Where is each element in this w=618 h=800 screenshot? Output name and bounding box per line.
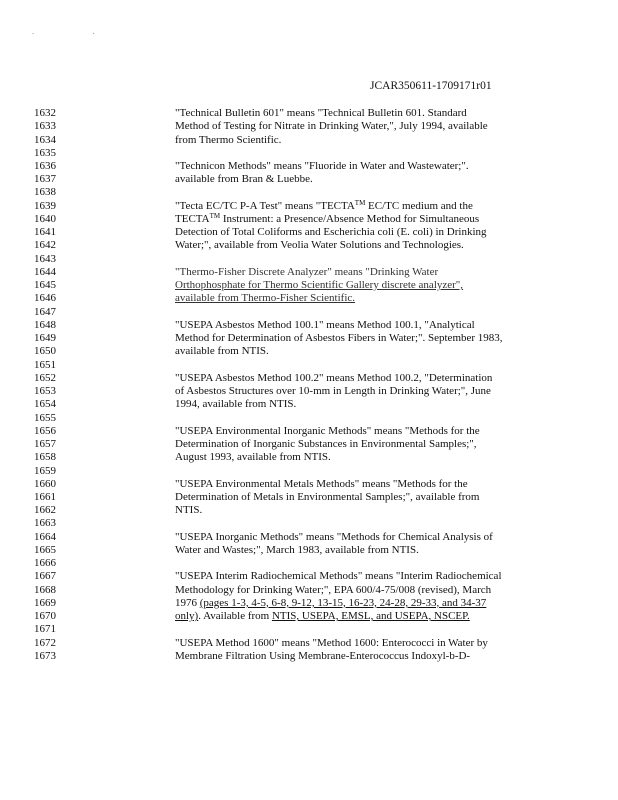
line-number: 1657 xyxy=(34,438,56,450)
document-line xyxy=(0,504,618,516)
document-line xyxy=(0,637,618,649)
line-text: Water;", available from Veolia Water Solutions and Technologies. xyxy=(175,239,464,252)
line-number: 1645 xyxy=(34,279,56,292)
line-text: "USEPA Asbestos Method 100.2" means Method 100.2, "Determination xyxy=(175,371,493,384)
line-number: 1635 xyxy=(34,146,56,159)
line-text: "Tecta EC/TC P-A Test" means "TECTA™ EC/TC medium and the xyxy=(175,198,473,212)
line-number: 1650 xyxy=(34,345,56,358)
line-text: Method for Determination of Asbestos Fibers in Water;". September 1983, xyxy=(175,332,503,345)
line-text: Detection of Total Coliforms and Escherichia coli (E. coli) in Drinking xyxy=(175,226,487,239)
document-line xyxy=(0,226,618,238)
line-number: 1673 xyxy=(34,649,56,662)
line-number: 1671 xyxy=(34,623,56,636)
line-text: "USEPA Environmental Inorganic Methods" means "Methods for the xyxy=(175,424,480,437)
document-line xyxy=(0,570,618,582)
line-text: available from Bran & Luebbe. xyxy=(175,173,313,186)
document-line xyxy=(0,319,618,331)
line-number: 1649 xyxy=(34,332,56,345)
line-number: 1655 xyxy=(34,411,56,424)
document-line xyxy=(0,412,618,424)
line-number: 1641 xyxy=(34,226,56,239)
document-line xyxy=(0,160,618,172)
document-line xyxy=(0,213,618,225)
document-line xyxy=(0,332,618,344)
line-number: 1639 xyxy=(34,199,56,212)
document-line xyxy=(0,398,618,410)
line-text: Determination of Metals in Environmental Samples;", available from xyxy=(175,491,480,503)
line-text: available from NTIS. xyxy=(175,345,269,358)
document-line xyxy=(0,385,618,397)
line-text: Water and Wastes;", March 1983, available from NTIS. xyxy=(175,543,419,556)
document-line xyxy=(0,597,618,609)
document-line xyxy=(0,359,618,371)
line-text: TECTA™ Instrument: a Presence/Absence Method for Simultaneous xyxy=(175,211,480,225)
document-line xyxy=(0,544,618,556)
line-text: NTIS. xyxy=(175,504,203,517)
line-number: 1642 xyxy=(34,239,56,252)
document-line xyxy=(0,557,618,569)
line-text: Methodology for Drinking Water;", EPA 600/4-75/008 (revised), March xyxy=(175,583,492,596)
line-number: 1643 xyxy=(34,252,56,265)
line-number: 1648 xyxy=(34,318,56,331)
document-line xyxy=(0,200,618,212)
line-number: 1660 xyxy=(34,477,56,490)
document-line xyxy=(0,120,618,132)
line-number: 1670 xyxy=(34,610,56,623)
document-line xyxy=(0,239,618,251)
line-text: from Thermo Scientific. xyxy=(175,133,282,146)
line-text: Determination of Inorganic Substances in Environmental Samples;", xyxy=(175,438,477,450)
line-number: 1638 xyxy=(34,186,56,199)
document-line xyxy=(0,451,618,463)
document-line xyxy=(0,147,618,159)
line-number: 1665 xyxy=(34,543,56,556)
line-number: 1636 xyxy=(34,160,56,172)
line-text: only). Available from NTIS, USEPA, EMSL, and USEPA, NSCEP. xyxy=(175,610,470,623)
document-line xyxy=(0,425,618,437)
document-line xyxy=(0,345,618,357)
scan-marks: . . xyxy=(32,26,123,36)
document-line xyxy=(0,610,618,622)
line-number: 1667 xyxy=(34,570,56,583)
document-line xyxy=(0,623,618,635)
document-line xyxy=(0,134,618,146)
document-line xyxy=(0,186,618,198)
line-text: "USEPA Environmental Metals Methods" means "Methods for the xyxy=(175,477,468,490)
line-text: "Technicon Methods" means "Fluoride in Water and Wastewater;". xyxy=(175,160,469,172)
document-line xyxy=(0,173,618,185)
line-number: 1644 xyxy=(34,265,56,278)
line-number: 1633 xyxy=(34,120,56,133)
line-number: 1662 xyxy=(34,504,56,517)
line-number: 1652 xyxy=(34,371,56,384)
line-text: Method of Testing for Nitrate in Drinking Water,", July 1994, available xyxy=(175,120,488,133)
document-line xyxy=(0,306,618,318)
line-text: 1976 (pages 1-3, 4-5, 6-8, 9-12, 13-15, 16-23, 24-28, 29-33, and 34-37 xyxy=(175,596,487,609)
document-line xyxy=(0,465,618,477)
line-number: 1656 xyxy=(34,424,56,437)
document-line xyxy=(0,107,618,119)
line-number: 1659 xyxy=(34,464,56,477)
line-text: of Asbestos Structures over 10-mm in Length in Drinking Water;", June xyxy=(175,385,491,397)
document-line xyxy=(0,491,618,503)
document-line xyxy=(0,372,618,384)
document-line xyxy=(0,531,618,543)
document-line xyxy=(0,292,618,304)
line-text: 1994, available from NTIS. xyxy=(175,398,297,411)
line-text: August 1993, available from NTIS. xyxy=(175,451,331,464)
line-number: 1653 xyxy=(34,385,56,397)
line-number: 1647 xyxy=(34,305,56,318)
line-number: 1672 xyxy=(34,636,56,649)
line-number: 1663 xyxy=(34,517,56,530)
line-number: 1640 xyxy=(34,212,56,225)
line-number: 1651 xyxy=(34,358,56,371)
line-text: Orthophosphate for Thermo Scientific Gallery discrete analyzer", xyxy=(175,279,464,292)
line-text: "USEPA Interim Radiochemical Methods" means "Interim Radiochemical xyxy=(175,570,502,583)
line-number: 1634 xyxy=(34,133,56,146)
document-line xyxy=(0,478,618,490)
line-number: 1666 xyxy=(34,557,56,570)
document-line xyxy=(0,438,618,450)
line-number: 1668 xyxy=(34,583,56,596)
line-text: Membrane Filtration Using Membrane-Enterococcus Indoxyl-b-D- xyxy=(175,649,471,662)
document-line xyxy=(0,279,618,291)
line-text: available from Thermo-Fisher Scientific. xyxy=(175,292,356,305)
line-number: 1669 xyxy=(34,596,56,609)
line-number: 1664 xyxy=(34,530,56,543)
line-number: 1637 xyxy=(34,173,56,186)
line-text: "Thermo-Fisher Discrete Analyzer" means "Drinking Water xyxy=(175,265,439,278)
line-number: 1658 xyxy=(34,451,56,464)
line-number: 1632 xyxy=(34,107,56,119)
line-number: 1646 xyxy=(34,292,56,305)
line-text: "Technical Bulletin 601" means "Technical Bulletin 601. Standard xyxy=(175,107,467,119)
line-number: 1661 xyxy=(34,491,56,503)
line-number: 1654 xyxy=(34,398,56,411)
document-line xyxy=(0,650,618,662)
document-line xyxy=(0,517,618,529)
line-text: "USEPA Asbestos Method 100.1" means Method 100.1, "Analytical xyxy=(175,318,475,331)
line-text: "USEPA Inorganic Methods" means "Methods for Chemical Analysis of xyxy=(175,530,493,543)
document-line xyxy=(0,253,618,265)
document-id: JCAR350611-1709171r01 xyxy=(370,80,492,92)
document-line xyxy=(0,584,618,596)
document-line xyxy=(0,266,618,278)
line-text: "USEPA Method 1600" means "Method 1600: Enterococci in Water by xyxy=(175,636,488,649)
